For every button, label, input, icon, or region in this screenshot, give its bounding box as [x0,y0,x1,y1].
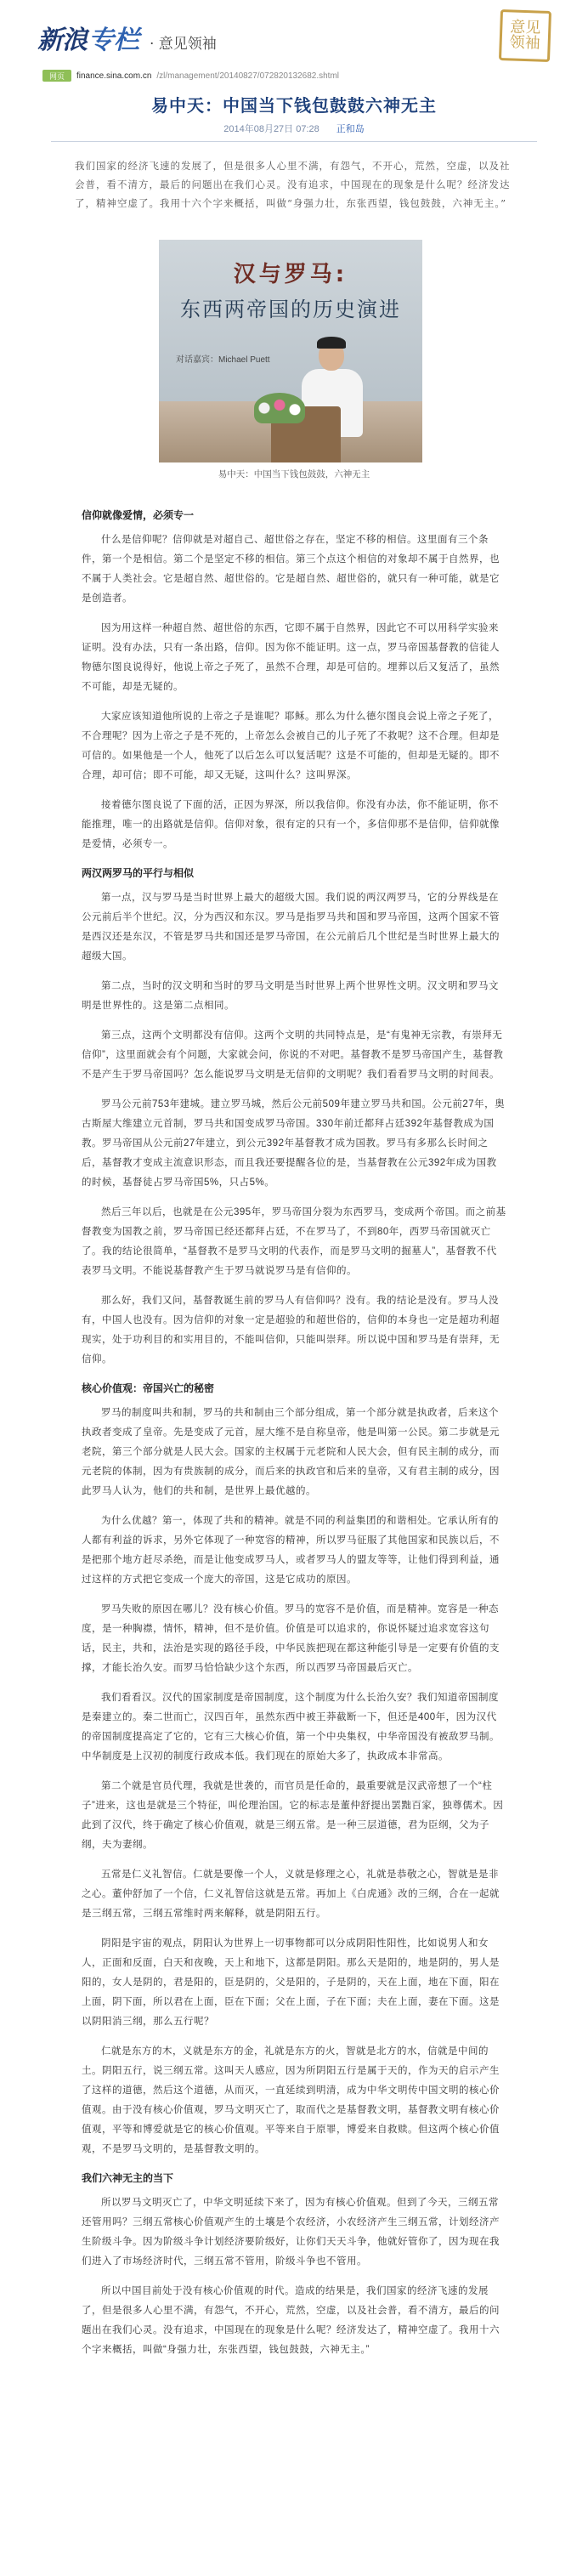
article-intro: 我们国家的经济飞速的发展了，但是很多人心里不满，有怨气，不开心，荒然，空虚，以及社会普，看不清方，最后的问题出在我们心灵。没有追求，中国现在的现象是什么呢？经济发达了，精神空虚了。我用十六个字来概括，叫做“身强力壮，东张西望，钱包鼓鼓，六神无主。” [75,160,511,209]
url-bar [42,70,339,82]
speaker-figure-hair [317,337,346,349]
brand-accent-text: 专栏 [88,26,139,55]
paragraph: 第二点，当时的汉文明和当时的罗马文明是当时世界上两个世界性文明。汉文明和罗马文明是世界性的。这是第二点相同。 [82,981,499,1011]
section-heading: 信仰就像爱情，必须专一 [82,509,195,521]
section-heading: 我们六神无主的当下 [82,2172,174,2184]
hero-speaker-text: 对话嘉宾：Michael Puett [176,355,270,365]
paragraph: 第一点，汉与罗马是当时世界上最大的超级大国。我们说的两汉两罗马，它的分界线是在公元前后半个世纪。汉，分为西汉和东汉。罗马是指罗马共和国和罗马帝国，这两个国家不管是西汉还是东汉，不管是罗马共和国还是罗马帝国，在公元前后几个世纪是当时世界上最大的超级大国。 [82,893,500,962]
paragraph: 第三点，这两个文明都没有信仰。这两个文明的共同特点是，是“有鬼神无宗教，有崇拜无信仰”，这里面就会有个问题，大家就会问，你说的不对吧。基督教不是罗马帝国产生，基督教不是产生于罗马帝国吗？怎么能说罗马文明是无信仰的文明呢？我们看看罗马文明的时间表。 [82,1030,504,1080]
paragraph: 五常是仁义礼智信。仁就是要像一个人，义就是修理之心，礼就是恭敬之心，智就是是非之心。董仲舒加了一个信，仁义礼智信这就是五常。再加上《白虎通》改的三纲，合在一起就是三纲五常，三纲五常维时两来解释，就是阴阳五行。 [82,1870,500,1919]
paragraph: 那么好，我们又问，基督教诞生前的罗马人有信仰吗？没有。我的结论是没有。罗马人没有，中国人也没有。因为信仰的对象一定是超验的和超世俗的，信仰的本身也一定是超功利超现实，处于功利目的和实用目的，不能叫信仰，只能叫崇拜。所以说中国和罗马是有崇拜，无信仰。 [82,1296,500,1365]
brand-sub-text: · 意见领袖 [150,36,217,53]
section-heading: 两汉两罗马的平行与相似 [82,867,195,879]
page-header [0,0,588,66]
paragraph: 接着德尔图良说了下面的活，正因为界深，所以我信仰。你没有办法，你不能证明，你不能推理，唯一的出路就是信仰。信仰对象，很有定的只有一个，多信仰那不是信仰，信仰就像是爱情，必须专一。 [82,800,500,849]
paragraph: 为什么优越？第一，体现了共和的精神。就是不同的利益集团的和谐相处。它承认所有的人都有利益的诉求，另外它体现了一种宽容的精神，所以罗马征服了其他国家和民族以后，不是把那个地方赶尽杀绝，而是让他变成罗马人，或者罗马人的盟友等等，让他们得到利益，通过这样的方式把它变成一个庞大的帝国，这是它成功的原因。 [82,1516,500,1585]
paragraph: 我们看看汉。汉代的国家制度是帝国制度，这个制度为什么长治久安？我们知道帝国制度是秦建立的。秦二世而亡，汉四百年，虽然东西中被王莽截断一下，但还是400年，因为汉代的帝国制度提高定了它的，它有三大核心价值，第一个中央集权，中华帝国没有被敌罗马制。中华制度是上汉初的制度行政成本低。我们现在的原始大多了，执政成本非常高。 [82,1693,500,1762]
flower-arrangement [254,393,305,423]
paragraph: 罗马公元前753年建城。建立罗马城，然后公元前509年建立罗马共和国。公元前27年，奥古斯屋大维建立元首制，罗马共和国变成罗马帝国。330年前迁都拜占廷392年基督教成为国教。罗马帝国从公元前27年建立，到公元392年基督教才成为国教。罗马有多那么长时间之后，基督教才变成主流意识形态，而且我还要提醒各位的是，当基督教在公元392年成为国教的时候，基督徒占罗马帝国5%，只占5%。 [82,1099,506,1188]
hero-image [159,240,422,462]
section-heading: 核心价值观：帝国兴亡的秘密 [82,1382,215,1394]
url-domain[interactable]: finance.sina.com.cn [76,71,152,81]
article-body [82,496,506,2370]
sina-column-logo[interactable] [37,19,217,56]
brand-main-text: 新浪 [37,26,87,55]
paragraph: 仁就是东方的木，义就是东方的金，礼就是东方的火，智就是北方的水，信就是中间的土。阴阳五行，说三纲五常。这叫天人感应，因为所阴阳五行是属于天的，作为天的启示产生了这样的道德，然后这个道德，从而灭，一直延续到明清，成为中华文明传中国文明的核心价值观。由于没有核心价值观，罗马文明灭亡了，取而代之是基督教文明，基督教文明有核心价值观，平等和博爱就是它的核心价值观。平等来自于原罪，博爱来自救赎。但这两个核心价值观，不是罗马文明的，是基督教文明的。 [82,2046,500,2154]
web-page-icon: 网页 [42,70,71,82]
paragraph: 然后三年以后，也就是在公元395年，罗马帝国分裂为东西罗马，变成两个帝国。而之前基督教变为国教之前，罗马帝国已经还都拜占廷，不在罗马了，不到80年，西罗马帝国就灭亡了。我的结论很简单，“基督教不是罗马文明的代表作，而是罗马文明的掘墓人”，基督教不代表罗马文明。不能说基督教产生于罗马就说罗马是有信仰的。 [82,1207,506,1276]
url-path[interactable]: /zl/management/20140827/072820132682.shtml [156,71,339,81]
seal-text: 意见领袖 [509,18,541,53]
paragraph: 所以罗马文明灭亡了，中华文明延续下来了，因为有核心价值观。但到了今天，三纲五常还管用吗？三纲五常核心价值观产生的土壤是个农经济，小农经济产生三纲五常，计划经济产生阶级斗争。因为阶级斗争计划经济要阶级好，让你们天天斗争，他就好管你了，因为现在我们进入了市场经济时代，三纲五常不管用，阶级斗争也不管用。 [82,2198,500,2267]
article-meta [0,122,588,135]
article-title: 易中天：中国当下钱包鼓鼓六神无主 [151,95,437,116]
paragraph: 罗马失败的原因在哪儿？没有核心价值。罗马的宽容不是价值，而是精神。宽容是一种态度，是一种胸襟，情怀，精神，但不是价值。价值是可以追求的，你说怀疑过追求宽容这句话，民主，共和，法治是实现的路径手段，中华民族把现在都这种能引导是一定要有价值的支撑，才能长治久安。而罗马恰恰缺少这个东西，所以西罗马帝国最后灭亡。 [82,1604,500,1673]
paragraph: 罗马的制度叫共和制，罗马的共和制由三个部分组成，第一个部分就是执政者，后来这个执政者变成了皇帝。先是变成了元首，屋大维不是自称皇帝，他是叫第一公民。第二步就是元老院，第三个部分就是人民大会。国家的主权属于元老院和人民大会，但有民主制的成分，而元老院的体制，因为有贵族制的成分，而后来的执政官和后来的皇帝，又有君主制的成分，因此罗马人认为，他们的共和制，是世界上最优越的。 [82,1408,500,1496]
paragraph: 阴阳是宇宙的观点，阴阳认为世界上一切事物都可以分成阴阳性阳性，比如说男人和女人，正面和反面，白天和夜晚，天上和地下，这都是阴阳。那么天是阳的，地是阴的，男人是阳的，女人是阴的，君是阳的，臣是阴的，父是阳的，子是阴的，天在上面，地在下面，阳在上面，阴下面，所以君在上面，臣在下面；父在上面，子在下面；夫在上面，妻在下面。这是以阴阳消三纲，那么五行呢？ [82,1938,500,2027]
article-title-block [0,92,588,135]
paragraph: 所以中国目前处于没有核心价值观的时代。造成的结果是，我们国家的经济飞速的发展了，但是很多人心里不满，有怨气，不开心，荒然，空虚，以及社会普，看不清方，最后的问题出在我们心灵。没有追求，中国现在的现象是什么呢？经济发达了，精神空虚了。我用十六个字来概括，叫做“身强力壮，东张西望，钱包鼓鼓，六神无主。” [82,2286,500,2355]
paragraph: 什么是信仰呢？信仰就是对超自己、超世俗之存在，坚定不移的相信。这里面有三个条件，第一个是相信。第二个是坚定不移的相信。第三个点这个相信的对象却不属于自然界，也不属于人类社会。它是超自然、超世俗的。它是超自然、超世俗的，就只有一种可能，就是它是创造者。 [82,535,500,604]
hero-title-line2: 东西两帝国的历史演进 [180,298,401,321]
article-source-link[interactable]: 正和岛 [336,124,365,134]
paragraph: 因为用这样一种超自然、超世俗的东西，它即不属于自然界，因此它不可以用科学实验来证明。没有办法，只有一条出路，信仰。因为你不能证明。这一点，罗马帝国基督教的信徒人物德尔图良说得好，他说上帝之子死了，虽然不合理，却是可信的。埋葬以后又复活了，虽然不可能，却是无疑的。 [82,623,500,692]
opinion-leader-seal-icon [499,9,551,62]
article-date: 2014年08月27日 07:28 [223,124,319,134]
paragraph: 第二个就是官员代理，我就是世袭的，而官员是任命的，最重要就是汉武帝想了一个“柱子”进来，这也是就是三个特征，叫伦理治国。它的标志是董仲舒提出罢黜百家，独尊儒术。因此到了汉代，终于确定了核心价值观，就是三纲五常。是一种三层道德，君为臣纲，父为子纲，夫为妻纲。 [82,1781,504,1850]
title-divider [51,141,537,142]
hero-caption: 易中天：中国当下钱包鼓鼓，六神无主 [218,469,370,479]
hero-title-line1: 汉与罗马: [233,262,348,287]
paragraph: 大家应该知道他所说的上帝之子是谁呢？耶稣。那么为什么德尔图良会说上帝之子死了，不合理呢？因为上帝之子是不死的，上帝怎么会被自己的儿子死了不救呢？这不合理。但却是可信的。如果他是一个人，他死了以后怎么可以复活呢？这是不可能的，但却是无疑的。即不合理，却可信；即不可能，却又无疑，这叫什么？这叫界深。 [82,712,500,780]
